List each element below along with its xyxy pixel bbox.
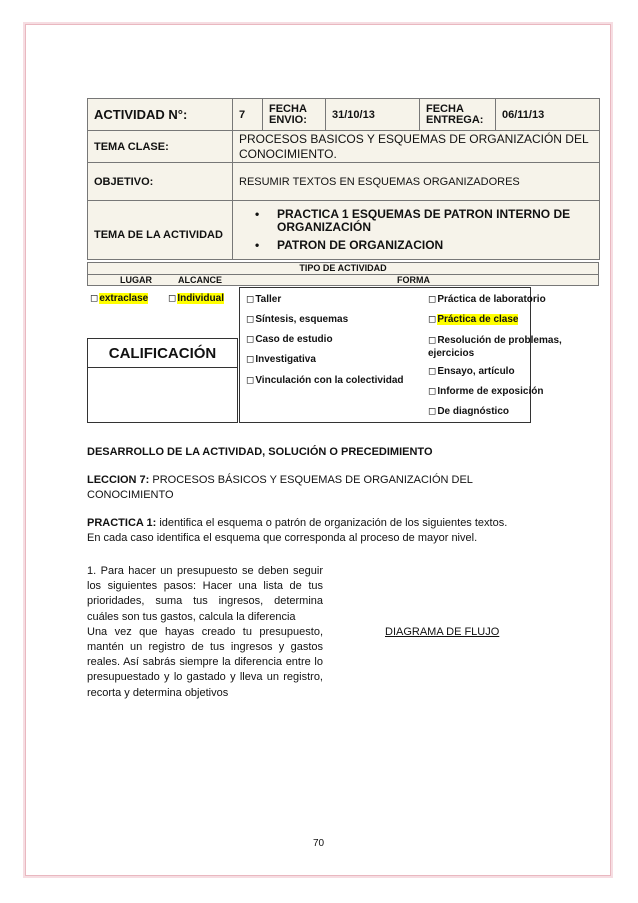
fecha-entrega-value: 06/11/13 — [496, 99, 600, 131]
desarrollo-title: DESARROLLO DE LA ACTIVIDAD, SOLUCIÓN O PRECEDIMIENTO — [87, 446, 433, 458]
forma-header: FORMA — [397, 275, 430, 285]
forma-option[interactable]: ◻ De diagnóstico — [428, 406, 509, 417]
item-1-part-1: 1. Para hacer un presupuesto se deben seguir los siguientes pasos: Hacer una lista de tus prioridades, suma tus ingresos, determina cuáles son tus gastos, calcula la diferencia — [87, 565, 323, 623]
alcance-header: ALCANCE — [178, 275, 222, 285]
fecha-envio-label: FECHA ENVIO: — [263, 99, 326, 131]
actividad-number: 7 — [233, 99, 263, 131]
fecha-entrega-label: FECHA ENTREGA: — [420, 99, 496, 131]
forma-option-selected[interactable]: ◻ Práctica de clase — [428, 314, 518, 325]
forma-option[interactable]: ◻ Taller — [246, 294, 281, 305]
lugar-value: extraclase — [99, 293, 149, 304]
forma-option[interactable]: ◻ Informe de exposición — [428, 386, 543, 397]
forma-option[interactable]: ◻ Ensayo, artículo — [428, 366, 515, 377]
calificacion-label: CALIFICACIÓN — [87, 338, 238, 368]
page-number: 70 — [313, 838, 325, 849]
tipo-actividad-headers — [87, 274, 599, 286]
calificacion-field[interactable] — [87, 368, 238, 423]
activity-header-table — [87, 98, 600, 260]
bullet-icon: • — [255, 207, 260, 221]
practica-text-2: En cada caso identifica el esquema que corresponda al proceso de mayor nivel. — [87, 532, 478, 544]
fecha-envio-value: 31/10/13 — [326, 99, 420, 131]
tipo-actividad-title: TIPO DE ACTIVIDAD — [87, 262, 599, 274]
practica-paragraph — [87, 516, 587, 546]
tema-clase-label: TEMA CLASE: — [88, 131, 233, 163]
leccion-paragraph — [87, 473, 527, 503]
lugar-checkbox[interactable] — [90, 293, 148, 304]
practica-label: PRACTICA 1: — [87, 517, 157, 529]
forma-option[interactable]: ◻ Investigativa — [246, 354, 316, 365]
leccion-label: LECCION 7: — [87, 474, 150, 486]
forma-option[interactable]: ◻ Síntesis, esquemas — [246, 314, 348, 325]
tema-actividad-label: TEMA DE LA ACTIVIDAD — [88, 201, 233, 260]
tema-clase-value: PROCESOS BASICOS Y ESQUEMAS DE ORGANIZACIÓN DEL CONOCIMIENTO. — [233, 131, 600, 163]
forma-option[interactable]: ◻ Vinculación con la colectividad — [246, 375, 404, 386]
bullet-icon: • — [255, 238, 260, 252]
actividad-label: ACTIVIDAD N°: — [88, 99, 233, 131]
alcance-value: Individual — [177, 293, 224, 304]
objetivo-value: RESUMIR TEXTOS EN ESQUEMAS ORGANIZADORES — [233, 163, 600, 201]
leccion-text: PROCESOS BÁSICOS Y ESQUEMAS DE ORGANIZACIÓN DEL CONOCIMIENTO — [87, 474, 473, 501]
tema-actividad-list — [233, 201, 600, 260]
diagrama-answer: DIAGRAMA DE FLUJO — [385, 626, 500, 638]
tema-actividad-item: • PRACTICA 1 ESQUEMAS DE PATRON INTERNO DE ORGANIZACIÓN — [255, 207, 571, 234]
forma-option[interactable]: ◻ Práctica de laboratorio — [428, 294, 546, 305]
alcance-checkbox[interactable] — [168, 293, 224, 304]
practica-text: identifica el esquema o patrón de organización de los siguientes textos. — [159, 517, 508, 529]
objetivo-label: OBJETIVO: — [88, 163, 233, 201]
forma-option[interactable]: ◻ Caso de estudio — [246, 334, 333, 345]
tema-actividad-item: • PATRON DE ORGANIZACION — [255, 238, 444, 252]
item-1-part-2: Una vez que hayas creado tu presupuesto, mantén un registro de tus ingresos y gastos reales. Así sabrás siempre la diferencia entre lo presupuestado y lo gastado y lleva un registro, recorta y determina objetivos — [87, 625, 323, 699]
forma-option[interactable]: ◻ Resolución de problemas, ejercicios — [428, 334, 578, 360]
lugar-header: LUGAR — [120, 275, 152, 285]
item-1-paragraph — [87, 564, 323, 701]
